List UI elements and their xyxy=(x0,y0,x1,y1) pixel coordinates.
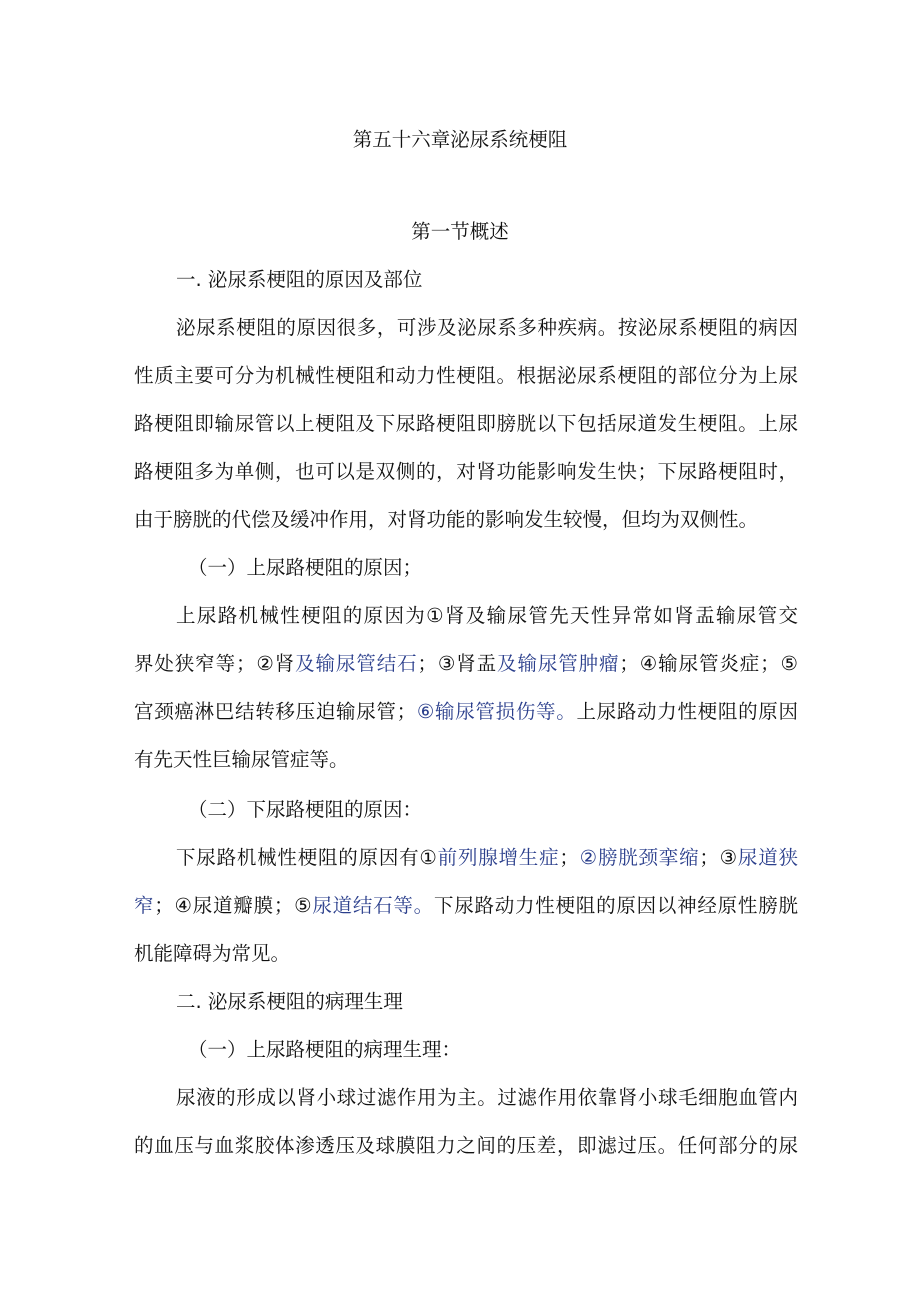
text-segment: 宫颈癌淋巴结转移压迫输尿管； xyxy=(134,700,417,723)
text-segment: 二. 泌尿系梗阻的病理生理 xyxy=(176,990,403,1013)
text-line xyxy=(134,846,798,870)
text-segment: 上尿路机械性梗阻的原因为①肾及输尿管先天性异常如肾盂输尿管交 xyxy=(176,604,798,627)
text-segment: 机能障碍为常见。 xyxy=(134,942,291,965)
text-segment: ；③ xyxy=(699,846,738,869)
highlighted-text: 尿道狭 xyxy=(737,846,798,869)
text-line xyxy=(188,1038,798,1062)
text-segment: （一）上尿路梗阻的病理生理： xyxy=(188,1038,462,1061)
text-segment: 由于膀胱的代偿及缓冲作用，对肾功能的影响发生较慢，但均为双侧性。 xyxy=(134,508,759,531)
text-segment: 路梗阻多为单侧，也可以是双侧的，对肾功能影响发生快；下尿路梗阻时， xyxy=(134,460,798,483)
text-segment: 上尿路动力性梗阻的原因 xyxy=(576,700,798,723)
chapter-title: 第五十六章泌尿系统梗阻 xyxy=(352,128,568,151)
text-line xyxy=(134,268,798,292)
section-title: 第一节概述 xyxy=(411,220,509,243)
text-segment: 界处狭窄等；②肾 xyxy=(134,652,296,675)
text-segment: 路梗阻即输尿管以上梗阻及下尿路梗阻即膀胱以下包括尿道发生梗阻。上尿 xyxy=(134,412,798,435)
text-line xyxy=(134,748,798,772)
text-segment: （二）下尿路梗阻的原因： xyxy=(188,798,423,821)
text-segment: ；④输尿管炎症；⑤ xyxy=(619,652,799,675)
highlighted-text: 及输尿管结石 xyxy=(295,652,418,675)
text-segment: 尿液的形成以肾小球过滤作用为主。过滤作用依靠肾小球毛细胞血管内 xyxy=(176,1086,798,1109)
highlighted-text: 窄 xyxy=(134,894,155,917)
text-line xyxy=(134,1134,798,1158)
text-line xyxy=(134,652,798,676)
text-line xyxy=(134,364,798,388)
highlighted-text: 尿道结石等。 xyxy=(312,894,434,917)
text-segment: ；④尿道瓣膜；⑤ xyxy=(154,894,313,917)
text-segment: 一. 泌尿系梗阻的原因及部位 xyxy=(176,268,423,291)
text-line xyxy=(134,894,798,918)
text-line xyxy=(134,1086,798,1110)
text-segment: 的血压与血浆胶体渗透压及球膜阻力之间的压差，即滤过压。任何部分的尿 xyxy=(134,1134,798,1157)
text-segment: 性质主要可分为机械性梗阻和动力性梗阻。根据泌尿系梗阻的部位分为上尿 xyxy=(134,364,798,387)
text-line xyxy=(188,556,798,580)
text-segment: 有先天性巨输尿管症等。 xyxy=(134,748,349,771)
text-line xyxy=(134,990,798,1014)
highlighted-text: 及输尿管肿瘤 xyxy=(497,652,620,675)
text-line xyxy=(134,700,798,724)
text-segment: （一）上尿路梗阻的原因； xyxy=(188,556,423,579)
highlighted-text: ⑥输尿管损伤等。 xyxy=(416,700,577,723)
text-line xyxy=(134,604,798,628)
text-segment: ；③肾盂 xyxy=(417,652,498,675)
text-segment: 下尿路机械性梗阻的原因有① xyxy=(176,846,438,869)
text-line xyxy=(134,942,798,966)
text-line xyxy=(134,460,798,484)
text-line xyxy=(134,412,798,436)
text-segment: 下尿路动力性梗阻的原因以神经原性膀胱 xyxy=(433,894,798,917)
text-segment: 泌尿系梗阻的原因很多，可涉及泌尿系多种疾病。按泌尿系梗阻的病因 xyxy=(176,316,798,339)
text-segment: ； xyxy=(559,846,579,869)
highlighted-text: 前列腺增生症 xyxy=(437,846,560,869)
text-line xyxy=(134,316,798,340)
highlighted-text: ②膀胱颈挛缩 xyxy=(578,846,700,869)
text-line xyxy=(188,798,798,822)
text-line xyxy=(134,508,798,532)
